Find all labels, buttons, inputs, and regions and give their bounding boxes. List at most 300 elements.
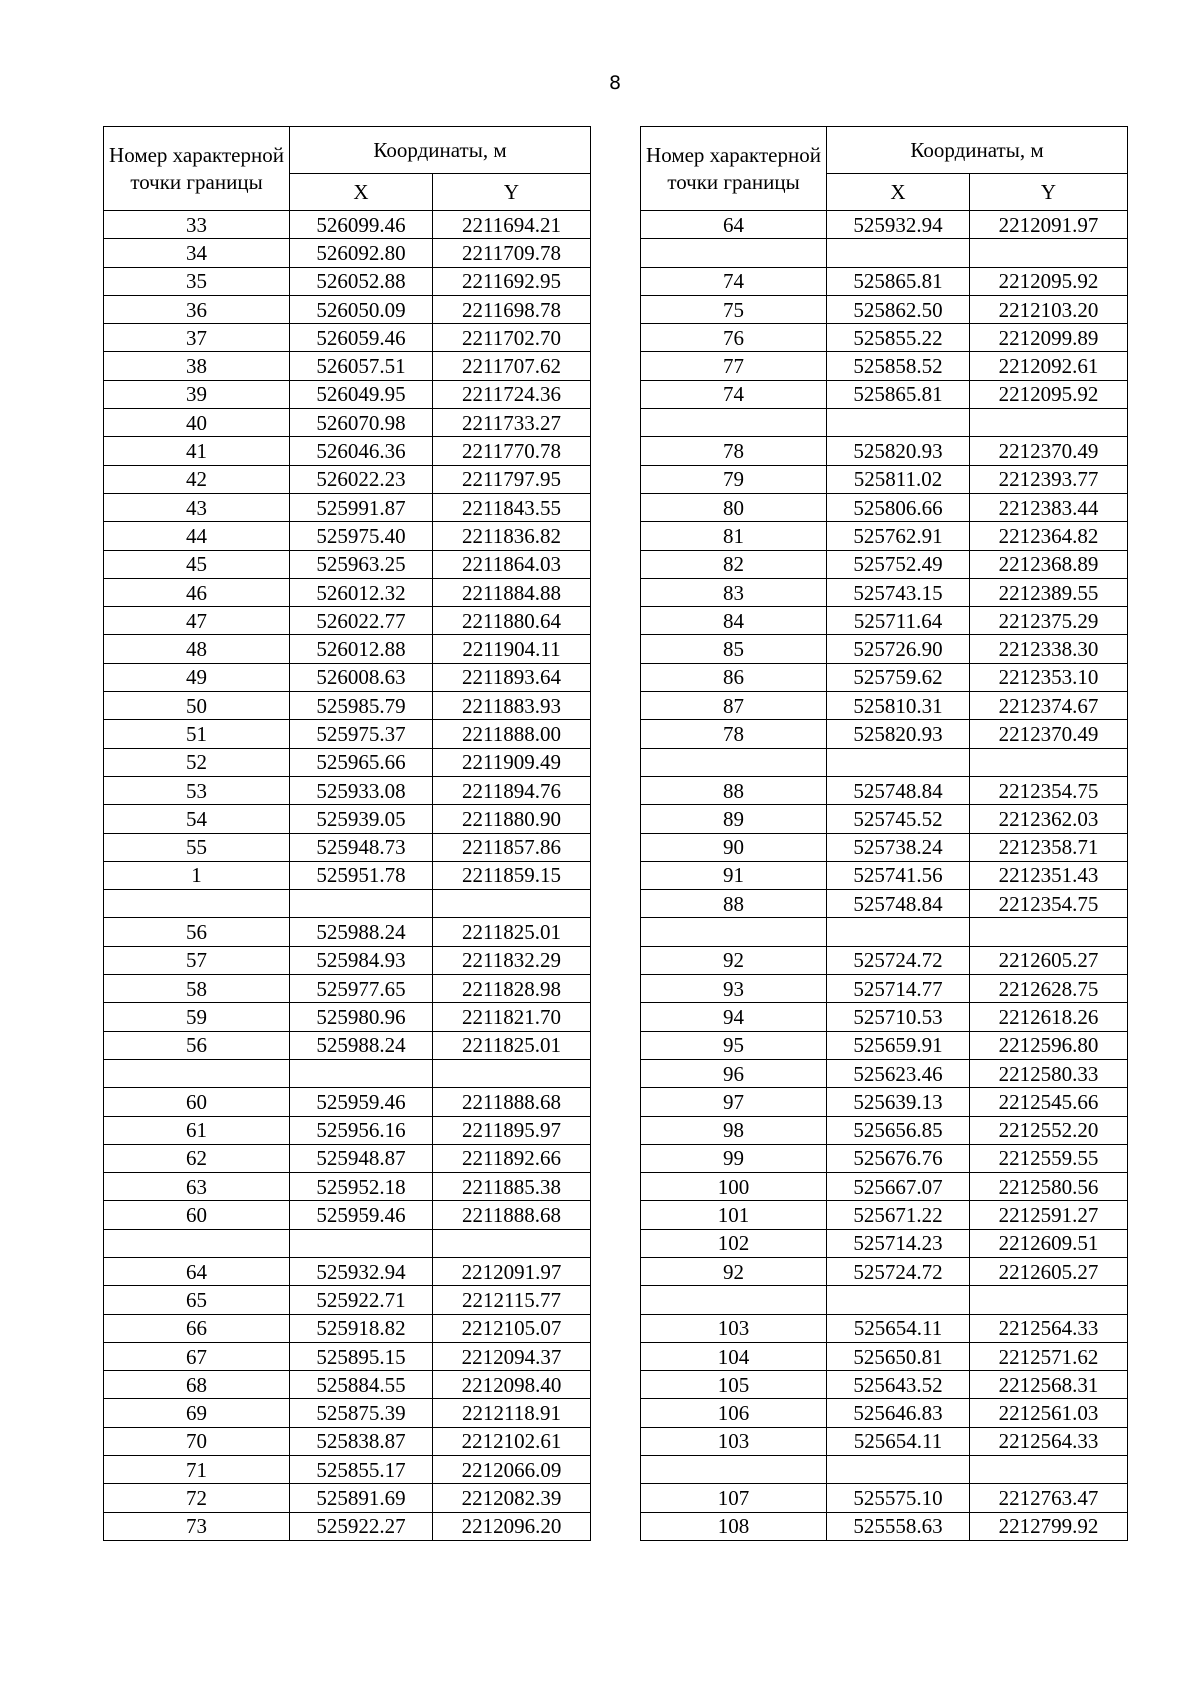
cell-y: 2212564.33 <box>970 1314 1128 1342</box>
cell-y: 2212091.97 <box>433 1257 591 1285</box>
table-row <box>641 635 1128 663</box>
table-row <box>641 607 1128 635</box>
cell-x: 525959.46 <box>290 1201 433 1229</box>
cell-y <box>970 748 1128 776</box>
cell-y: 2212095.92 <box>970 380 1128 408</box>
cell-point-number: 73 <box>104 1512 290 1540</box>
table-row <box>104 776 591 804</box>
cell-x: 526099.46 <box>290 211 433 239</box>
cell-x: 525667.07 <box>827 1173 970 1201</box>
table-row <box>104 635 591 663</box>
table-row <box>104 578 591 606</box>
table-row <box>641 295 1128 323</box>
cell-y: 2211797.95 <box>433 465 591 493</box>
table-body-left <box>104 211 591 1541</box>
cell-y: 2211888.00 <box>433 720 591 748</box>
table-row <box>641 1088 1128 1116</box>
cell-point-number: 72 <box>104 1484 290 1512</box>
table-row <box>641 1484 1128 1512</box>
table-row <box>104 1173 591 1201</box>
cell-point-number: 61 <box>104 1116 290 1144</box>
table-row <box>641 1371 1128 1399</box>
cell-y: 2212370.49 <box>970 437 1128 465</box>
cell-x: 526070.98 <box>290 409 433 437</box>
cell-x <box>827 1456 970 1484</box>
cell-y: 2212580.33 <box>970 1059 1128 1087</box>
cell-y: 2212094.37 <box>433 1342 591 1370</box>
table-row <box>104 607 591 635</box>
cell-y: 2212118.91 <box>433 1399 591 1427</box>
cell-y: 2211888.68 <box>433 1201 591 1229</box>
cell-point-number <box>641 409 827 437</box>
cell-x: 525752.49 <box>827 550 970 578</box>
cell-x: 525623.46 <box>827 1059 970 1087</box>
cell-point-number: 104 <box>641 1342 827 1370</box>
table-row <box>104 1427 591 1455</box>
table-row <box>104 1484 591 1512</box>
header-coordinates: Координаты, м <box>290 127 591 174</box>
cell-x: 525811.02 <box>827 465 970 493</box>
table-row <box>641 1512 1128 1540</box>
cell-point-number: 78 <box>641 437 827 465</box>
cell-point-number: 42 <box>104 465 290 493</box>
table-row <box>641 352 1128 380</box>
cell-point-number: 48 <box>104 635 290 663</box>
cell-y: 2211857.86 <box>433 833 591 861</box>
cell-point-number: 45 <box>104 550 290 578</box>
cell-point-number: 43 <box>104 493 290 521</box>
cell-y: 2212609.51 <box>970 1229 1128 1257</box>
cell-y: 2211894.76 <box>433 776 591 804</box>
separator-row <box>104 1059 591 1087</box>
cell-y: 2211702.70 <box>433 324 591 352</box>
cell-point-number: 56 <box>104 1031 290 1059</box>
cell-x: 526008.63 <box>290 663 433 691</box>
cell-y: 2212092.61 <box>970 352 1128 380</box>
cell-point-number: 33 <box>104 211 290 239</box>
table-row <box>641 1201 1128 1229</box>
cell-y: 2212571.62 <box>970 1342 1128 1370</box>
cell-x: 525977.65 <box>290 975 433 1003</box>
cell-point-number: 64 <box>641 211 827 239</box>
cell-y: 2212591.27 <box>970 1201 1128 1229</box>
table-row <box>641 1173 1128 1201</box>
cell-x: 525676.76 <box>827 1144 970 1172</box>
cell-x: 525646.83 <box>827 1399 970 1427</box>
table-row <box>641 493 1128 521</box>
cell-x: 525991.87 <box>290 493 433 521</box>
cell-point-number: 60 <box>104 1088 290 1116</box>
cell-point-number: 35 <box>104 267 290 295</box>
cell-y: 2211832.29 <box>433 946 591 974</box>
cell-y <box>970 918 1128 946</box>
cell-y: 2211880.90 <box>433 805 591 833</box>
cell-point-number: 93 <box>641 975 827 1003</box>
table-row <box>641 720 1128 748</box>
table-row <box>641 324 1128 352</box>
cell-y: 2212102.61 <box>433 1427 591 1455</box>
table-row <box>641 1314 1128 1342</box>
table-row <box>641 975 1128 1003</box>
cell-x: 526012.88 <box>290 635 433 663</box>
table-row <box>104 1456 591 1484</box>
cell-x: 525738.24 <box>827 833 970 861</box>
table-row <box>641 380 1128 408</box>
separator-row <box>641 918 1128 946</box>
cell-y: 2212353.10 <box>970 663 1128 691</box>
cell-point-number: 94 <box>641 1003 827 1031</box>
cell-y <box>970 1286 1128 1314</box>
cell-point-number: 69 <box>104 1399 290 1427</box>
cell-x: 525748.84 <box>827 776 970 804</box>
table-body-right <box>641 211 1128 1541</box>
cell-x: 525948.87 <box>290 1144 433 1172</box>
cell-point-number: 79 <box>641 465 827 493</box>
cell-x: 525884.55 <box>290 1371 433 1399</box>
cell-y: 2211733.27 <box>433 409 591 437</box>
cell-y: 2211770.78 <box>433 437 591 465</box>
cell-y <box>433 890 591 918</box>
table-row <box>104 861 591 889</box>
table-row <box>104 833 591 861</box>
cell-x: 525724.72 <box>827 1257 970 1285</box>
cell-x <box>290 1059 433 1087</box>
cell-point-number: 85 <box>641 635 827 663</box>
cell-x: 526050.09 <box>290 295 433 323</box>
cell-x <box>827 748 970 776</box>
cell-point-number: 103 <box>641 1427 827 1455</box>
cell-y: 2212580.56 <box>970 1173 1128 1201</box>
cell-y: 2212362.03 <box>970 805 1128 833</box>
table-row <box>104 465 591 493</box>
table-row <box>104 550 591 578</box>
table-row <box>641 1257 1128 1285</box>
table-row <box>104 1088 591 1116</box>
cell-y: 2212374.67 <box>970 692 1128 720</box>
table-row <box>641 1059 1128 1087</box>
cell-x: 525748.84 <box>827 890 970 918</box>
separator-row <box>641 409 1128 437</box>
cell-x: 525741.56 <box>827 861 970 889</box>
cell-point-number: 95 <box>641 1031 827 1059</box>
cell-x: 525575.10 <box>827 1484 970 1512</box>
cell-point-number: 54 <box>104 805 290 833</box>
cell-x: 525932.94 <box>827 211 970 239</box>
cell-x: 525895.15 <box>290 1342 433 1370</box>
cell-x: 525855.17 <box>290 1456 433 1484</box>
cell-y: 2212082.39 <box>433 1484 591 1512</box>
cell-point-number: 83 <box>641 578 827 606</box>
cell-point-number: 34 <box>104 239 290 267</box>
table-row <box>104 720 591 748</box>
cell-x: 526022.23 <box>290 465 433 493</box>
table-row <box>641 861 1128 889</box>
cell-x: 525975.40 <box>290 522 433 550</box>
page-number: 8 <box>608 72 622 94</box>
cell-y: 2211843.55 <box>433 493 591 521</box>
cell-x: 525810.31 <box>827 692 970 720</box>
separator-row <box>641 1286 1128 1314</box>
table-row <box>104 522 591 550</box>
table-row <box>641 1144 1128 1172</box>
cell-y: 2212618.26 <box>970 1003 1128 1031</box>
table-row <box>104 409 591 437</box>
header-point-number: Номер характерной точки границы <box>104 127 290 211</box>
cell-point-number: 89 <box>641 805 827 833</box>
cell-point-number: 92 <box>641 946 827 974</box>
cell-point-number: 90 <box>641 833 827 861</box>
cell-point-number <box>641 239 827 267</box>
cell-point-number: 62 <box>104 1144 290 1172</box>
table-row <box>641 833 1128 861</box>
cell-x: 525745.52 <box>827 805 970 833</box>
cell-x: 525956.16 <box>290 1116 433 1144</box>
table-row <box>104 1031 591 1059</box>
cell-x: 525948.73 <box>290 833 433 861</box>
cell-y: 2212596.80 <box>970 1031 1128 1059</box>
table-row <box>104 437 591 465</box>
cell-y: 2211892.66 <box>433 1144 591 1172</box>
cell-y: 2212364.82 <box>970 522 1128 550</box>
cell-point-number: 108 <box>641 1512 827 1540</box>
cell-y: 2212103.20 <box>970 295 1128 323</box>
cell-x: 525710.53 <box>827 1003 970 1031</box>
cell-y <box>433 1229 591 1257</box>
cell-y: 2212545.66 <box>970 1088 1128 1116</box>
cell-x: 525980.96 <box>290 1003 433 1031</box>
table-row <box>104 1116 591 1144</box>
cell-x: 525918.82 <box>290 1314 433 1342</box>
cell-point-number: 74 <box>641 267 827 295</box>
cell-x: 525838.87 <box>290 1427 433 1455</box>
cell-point-number: 77 <box>641 352 827 380</box>
cell-x: 525820.93 <box>827 720 970 748</box>
cell-point-number <box>104 890 290 918</box>
cell-point-number: 70 <box>104 1427 290 1455</box>
cell-x: 525922.71 <box>290 1286 433 1314</box>
table-row <box>641 211 1128 239</box>
cell-x: 525952.18 <box>290 1173 433 1201</box>
cell-y: 2211707.62 <box>433 352 591 380</box>
separator-row <box>104 890 591 918</box>
table-row <box>641 1003 1128 1031</box>
table-row <box>641 663 1128 691</box>
cell-x: 525855.22 <box>827 324 970 352</box>
table-row <box>641 465 1128 493</box>
cell-y: 2211825.01 <box>433 918 591 946</box>
cell-y: 2212561.03 <box>970 1399 1128 1427</box>
cell-y: 2212338.30 <box>970 635 1128 663</box>
table-row <box>104 1201 591 1229</box>
cell-y: 2211904.11 <box>433 635 591 663</box>
table-row <box>104 493 591 521</box>
cell-point-number: 81 <box>641 522 827 550</box>
cell-y: 2212105.07 <box>433 1314 591 1342</box>
cell-x: 525643.52 <box>827 1371 970 1399</box>
table-row <box>641 1427 1128 1455</box>
cell-x: 525965.66 <box>290 748 433 776</box>
table-row <box>104 1371 591 1399</box>
table-row <box>104 267 591 295</box>
cell-x: 526057.51 <box>290 352 433 380</box>
cell-y: 2212383.44 <box>970 493 1128 521</box>
cell-y: 2212115.77 <box>433 1286 591 1314</box>
cell-point-number: 87 <box>641 692 827 720</box>
cell-y: 2212066.09 <box>433 1456 591 1484</box>
cell-y: 2211709.78 <box>433 239 591 267</box>
cell-x <box>827 239 970 267</box>
cell-point-number: 103 <box>641 1314 827 1342</box>
cell-x: 525988.24 <box>290 1031 433 1059</box>
cell-x: 525985.79 <box>290 692 433 720</box>
cell-x: 525959.46 <box>290 1088 433 1116</box>
cell-y: 2211859.15 <box>433 861 591 889</box>
cell-x: 525951.78 <box>290 861 433 889</box>
cell-point-number: 91 <box>641 861 827 889</box>
cell-y: 2212763.47 <box>970 1484 1128 1512</box>
cell-point-number <box>641 748 827 776</box>
cell-point-number: 97 <box>641 1088 827 1116</box>
cell-point-number: 52 <box>104 748 290 776</box>
cell-y: 2212368.89 <box>970 550 1128 578</box>
cell-y: 2212099.89 <box>970 324 1128 352</box>
cell-x: 525806.66 <box>827 493 970 521</box>
table-row <box>104 748 591 776</box>
table-row <box>104 975 591 1003</box>
cell-y: 2211880.64 <box>433 607 591 635</box>
cell-x: 526052.88 <box>290 267 433 295</box>
cell-point-number: 67 <box>104 1342 290 1370</box>
cell-x <box>827 918 970 946</box>
cell-y: 2211884.88 <box>433 578 591 606</box>
table-row <box>641 267 1128 295</box>
table-row <box>104 1512 591 1540</box>
cell-point-number: 63 <box>104 1173 290 1201</box>
cell-y: 2212354.75 <box>970 890 1128 918</box>
cell-point-number: 99 <box>641 1144 827 1172</box>
cell-x: 525558.63 <box>827 1512 970 1540</box>
table-row <box>641 890 1128 918</box>
cell-point-number: 101 <box>641 1201 827 1229</box>
cell-point-number: 47 <box>104 607 290 635</box>
cell-x: 525975.37 <box>290 720 433 748</box>
cell-y: 2211836.82 <box>433 522 591 550</box>
cell-x: 526059.46 <box>290 324 433 352</box>
table-row <box>641 1399 1128 1427</box>
table-row <box>641 1031 1128 1059</box>
table-row <box>104 239 591 267</box>
cell-y: 2212370.49 <box>970 720 1128 748</box>
cell-x: 525932.94 <box>290 1257 433 1285</box>
separator-row <box>641 1456 1128 1484</box>
cell-point-number <box>641 1456 827 1484</box>
table-row <box>104 1286 591 1314</box>
cell-x: 526012.32 <box>290 578 433 606</box>
cell-y: 2212564.33 <box>970 1427 1128 1455</box>
cell-y: 2212389.55 <box>970 578 1128 606</box>
cell-y: 2212559.55 <box>970 1144 1128 1172</box>
cell-y: 2211888.68 <box>433 1088 591 1116</box>
cell-point-number: 74 <box>641 380 827 408</box>
cell-x: 525724.72 <box>827 946 970 974</box>
table-row <box>641 946 1128 974</box>
cell-y <box>433 1059 591 1087</box>
cell-point-number: 46 <box>104 578 290 606</box>
cell-x: 525639.13 <box>827 1088 970 1116</box>
cell-point-number: 86 <box>641 663 827 691</box>
table-row <box>104 1257 591 1285</box>
cell-x: 525759.62 <box>827 663 970 691</box>
cell-y <box>970 409 1128 437</box>
cell-point-number: 38 <box>104 352 290 380</box>
table-row <box>641 1229 1128 1257</box>
table-row <box>641 522 1128 550</box>
cell-point-number: 65 <box>104 1286 290 1314</box>
cell-y: 2212393.77 <box>970 465 1128 493</box>
header-point-number: Номер характерной точки границы <box>641 127 827 211</box>
separator-row <box>104 1229 591 1257</box>
header-coordinates: Координаты, м <box>827 127 1128 174</box>
cell-x: 525858.52 <box>827 352 970 380</box>
table-row <box>641 1116 1128 1144</box>
cell-y: 2212354.75 <box>970 776 1128 804</box>
cell-y: 2211864.03 <box>433 550 591 578</box>
table-row <box>104 324 591 352</box>
cell-point-number: 57 <box>104 946 290 974</box>
cell-x: 525671.22 <box>827 1201 970 1229</box>
cell-point-number: 96 <box>641 1059 827 1087</box>
table-row <box>104 1342 591 1370</box>
cell-y: 2211895.97 <box>433 1116 591 1144</box>
cell-y: 2211694.21 <box>433 211 591 239</box>
cell-x: 525963.25 <box>290 550 433 578</box>
separator-row <box>641 748 1128 776</box>
cell-y: 2211893.64 <box>433 663 591 691</box>
cell-x: 526092.80 <box>290 239 433 267</box>
cell-point-number <box>104 1059 290 1087</box>
cell-x: 525656.85 <box>827 1116 970 1144</box>
cell-x: 525988.24 <box>290 918 433 946</box>
cell-x: 525862.50 <box>827 295 970 323</box>
cell-y: 2211883.93 <box>433 692 591 720</box>
cell-x: 526022.77 <box>290 607 433 635</box>
cell-point-number: 55 <box>104 833 290 861</box>
cell-x: 525933.08 <box>290 776 433 804</box>
cell-x: 525984.93 <box>290 946 433 974</box>
table-row <box>641 578 1128 606</box>
cell-x: 525654.11 <box>827 1427 970 1455</box>
cell-point-number: 36 <box>104 295 290 323</box>
header-y: Y <box>970 174 1128 211</box>
cell-point-number: 92 <box>641 1257 827 1285</box>
cell-x: 525650.81 <box>827 1342 970 1370</box>
cell-point-number: 98 <box>641 1116 827 1144</box>
cell-x <box>827 1286 970 1314</box>
table-row <box>641 692 1128 720</box>
cell-x <box>290 1229 433 1257</box>
cell-x: 525714.23 <box>827 1229 970 1257</box>
cell-point-number: 53 <box>104 776 290 804</box>
cell-point-number: 75 <box>641 295 827 323</box>
table-row <box>104 1399 591 1427</box>
cell-y: 2212098.40 <box>433 1371 591 1399</box>
table-row <box>104 295 591 323</box>
cell-point-number: 80 <box>641 493 827 521</box>
cell-point-number: 107 <box>641 1484 827 1512</box>
cell-point-number: 41 <box>104 437 290 465</box>
cell-point-number: 88 <box>641 890 827 918</box>
cell-x: 525654.11 <box>827 1314 970 1342</box>
